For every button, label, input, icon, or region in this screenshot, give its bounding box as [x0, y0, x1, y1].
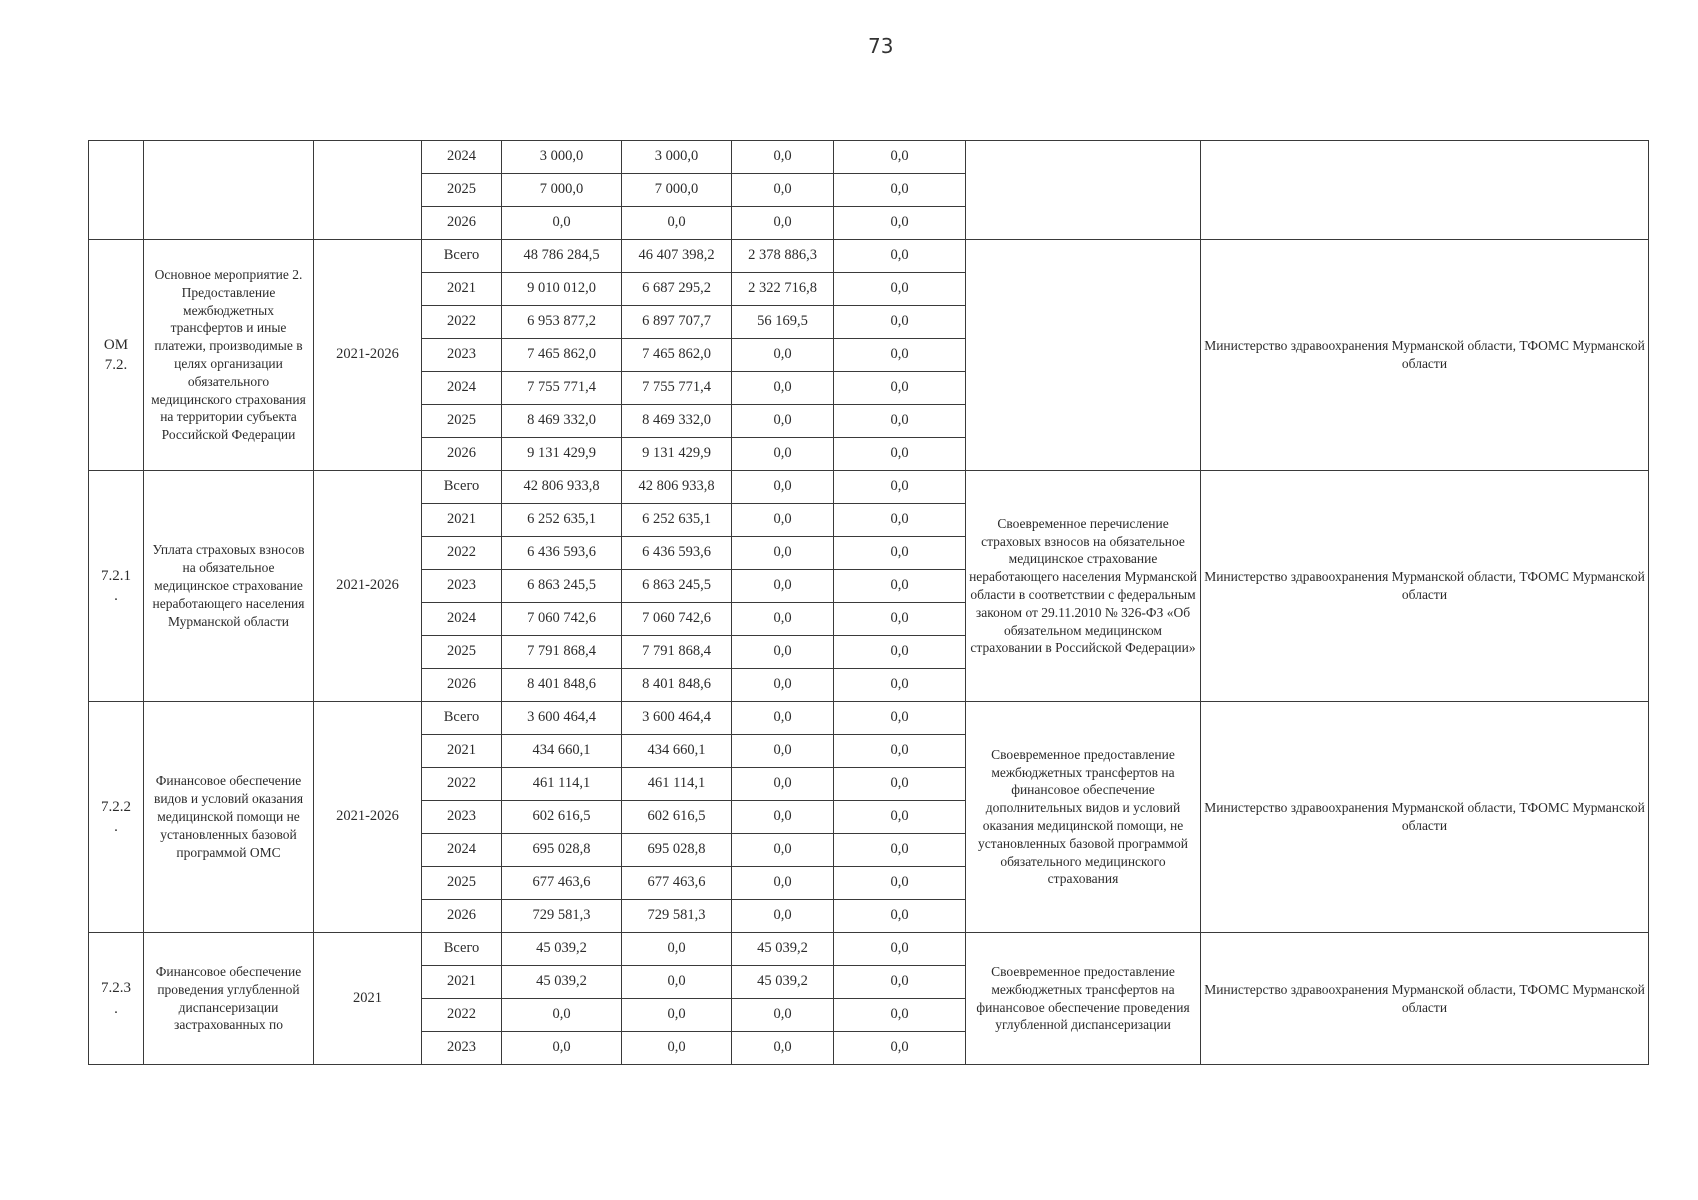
total-amount-cell: 3 600 464,4 [502, 702, 622, 735]
total-amount-cell: 7 791 868,4 [502, 636, 622, 669]
regional-budget-cell: 46 407 398,2 [622, 240, 732, 273]
item-code-cell: 7.2.3 . [89, 933, 144, 1065]
federal-budget-cell: 0,0 [732, 603, 834, 636]
federal-budget-cell: 45 039,2 [732, 933, 834, 966]
year-cell: 2025 [422, 174, 502, 207]
federal-budget-cell: 0,0 [732, 207, 834, 240]
total-amount-cell: 0,0 [502, 1032, 622, 1065]
year-cell: 2026 [422, 900, 502, 933]
year-cell: 2022 [422, 306, 502, 339]
item-code-cell: ОМ 7.2. [89, 240, 144, 471]
regional-budget-cell: 9 131 429,9 [622, 438, 732, 471]
federal-budget-cell: 0,0 [732, 438, 834, 471]
federal-budget-cell: 0,0 [732, 504, 834, 537]
year-cell: 2025 [422, 636, 502, 669]
item-name-cell: Финансовое обеспечение проведения углубленной диспансеризации застрахованных по [144, 933, 314, 1065]
period-cell [314, 141, 422, 240]
name-cell [144, 141, 314, 240]
federal-budget-cell: 0,0 [732, 372, 834, 405]
regional-budget-cell: 695 028,8 [622, 834, 732, 867]
regional-budget-cell: 8 401 848,6 [622, 669, 732, 702]
total-amount-cell: 45 039,2 [502, 966, 622, 999]
table-row [89, 471, 1649, 504]
regional-budget-cell: 729 581,3 [622, 900, 732, 933]
federal-budget-cell: 45 039,2 [732, 966, 834, 999]
total-amount-cell: 602 616,5 [502, 801, 622, 834]
other-sources-cell: 0,0 [834, 636, 966, 669]
year-cell: 2024 [422, 372, 502, 405]
item-name-cell: Уплата страховых взносов на обязательное медицинское страхование неработающего населения Мурманской области [144, 471, 314, 702]
table-row [89, 141, 1649, 174]
total-amount-cell: 48 786 284,5 [502, 240, 622, 273]
other-sources-cell: 0,0 [834, 834, 966, 867]
federal-budget-cell: 0,0 [732, 405, 834, 438]
total-amount-cell: 7 755 771,4 [502, 372, 622, 405]
regional-budget-cell: 6 897 707,7 [622, 306, 732, 339]
expected-result-cell: Своевременное перечисление страховых взносов на обязательное медицинское страхование неработающего населения Мурманской области в соответствии с федеральным законом от 29.11.2010 № 326-ФЗ «Об обязательном медицинском страховании в Российской Федерации» [966, 471, 1201, 702]
total-amount-cell: 9 131 429,9 [502, 438, 622, 471]
regional-budget-cell: 461 114,1 [622, 768, 732, 801]
other-sources-cell: 0,0 [834, 306, 966, 339]
federal-budget-cell: 0,0 [732, 141, 834, 174]
regional-budget-cell: 6 436 593,6 [622, 537, 732, 570]
expected-result-cell [966, 240, 1201, 471]
regional-budget-cell: 7 791 868,4 [622, 636, 732, 669]
federal-budget-cell: 0,0 [732, 900, 834, 933]
item-period-cell: 2021-2026 [314, 240, 422, 471]
federal-budget-cell: 2 378 886,3 [732, 240, 834, 273]
other-sources-cell: 0,0 [834, 273, 966, 306]
total-amount-cell: 7 060 742,6 [502, 603, 622, 636]
federal-budget-cell: 0,0 [732, 999, 834, 1032]
executor-cell: Министерство здравоохранения Мурманской области, ТФОМС Мурманской области [1201, 702, 1649, 933]
other-sources-cell: 0,0 [834, 438, 966, 471]
total-amount-cell: 461 114,1 [502, 768, 622, 801]
year-cell: Всего [422, 702, 502, 735]
table-row [89, 240, 1649, 273]
executor-cell [1201, 141, 1649, 240]
regional-budget-cell: 6 687 295,2 [622, 273, 732, 306]
other-sources-cell: 0,0 [834, 174, 966, 207]
total-amount-cell: 6 863 245,5 [502, 570, 622, 603]
federal-budget-cell: 0,0 [732, 834, 834, 867]
regional-budget-cell: 7 060 742,6 [622, 603, 732, 636]
year-cell: 2023 [422, 339, 502, 372]
budget-table [88, 140, 1649, 1065]
total-amount-cell: 729 581,3 [502, 900, 622, 933]
other-sources-cell: 0,0 [834, 966, 966, 999]
year-cell: 2024 [422, 834, 502, 867]
federal-budget-cell: 0,0 [732, 702, 834, 735]
regional-budget-cell: 7 465 862,0 [622, 339, 732, 372]
total-amount-cell: 8 401 848,6 [502, 669, 622, 702]
regional-budget-cell: 677 463,6 [622, 867, 732, 900]
other-sources-cell: 0,0 [834, 933, 966, 966]
year-cell: 2021 [422, 966, 502, 999]
year-cell: 2025 [422, 405, 502, 438]
other-sources-cell: 0,0 [834, 141, 966, 174]
item-name-cell: Основное мероприятие 2. Предоставление межбюджетных трансфертов и иные платежи, производимые в целях организации обязательного медицинского страхования на территории субъекта Российской Федерации [144, 240, 314, 471]
year-cell: 2026 [422, 438, 502, 471]
expected-result-cell: Своевременное предоставление межбюджетных трансфертов на финансовое обеспечение дополнительных видов и условий оказания медицинской помощи, не установленных базовой программой обязательного медицинского страхования [966, 702, 1201, 933]
regional-budget-cell: 434 660,1 [622, 735, 732, 768]
other-sources-cell: 0,0 [834, 537, 966, 570]
year-cell: 2026 [422, 669, 502, 702]
year-cell: 2024 [422, 141, 502, 174]
total-amount-cell: 0,0 [502, 999, 622, 1032]
federal-budget-cell: 0,0 [732, 669, 834, 702]
federal-budget-cell: 0,0 [732, 735, 834, 768]
year-cell: 2021 [422, 504, 502, 537]
item-name-cell: Финансовое обеспечение видов и условий оказания медицинской помощи не установленных базовой программой ОМС [144, 702, 314, 933]
year-cell: Всего [422, 471, 502, 504]
item-code-cell: 7.2.2 . [89, 702, 144, 933]
federal-budget-cell: 2 322 716,8 [732, 273, 834, 306]
year-cell: 2024 [422, 603, 502, 636]
item-period-cell: 2021 [314, 933, 422, 1065]
regional-budget-cell: 8 469 332,0 [622, 405, 732, 438]
total-amount-cell: 0,0 [502, 207, 622, 240]
year-cell: Всего [422, 240, 502, 273]
other-sources-cell: 0,0 [834, 702, 966, 735]
regional-budget-cell: 42 806 933,8 [622, 471, 732, 504]
total-amount-cell: 3 000,0 [502, 141, 622, 174]
total-amount-cell: 7 000,0 [502, 174, 622, 207]
other-sources-cell: 0,0 [834, 405, 966, 438]
total-amount-cell: 42 806 933,8 [502, 471, 622, 504]
other-sources-cell: 0,0 [834, 867, 966, 900]
federal-budget-cell: 0,0 [732, 636, 834, 669]
year-cell: 2026 [422, 207, 502, 240]
table-row [89, 702, 1649, 735]
other-sources-cell: 0,0 [834, 801, 966, 834]
year-cell: 2021 [422, 273, 502, 306]
item-period-cell: 2021-2026 [314, 702, 422, 933]
other-sources-cell: 0,0 [834, 471, 966, 504]
federal-budget-cell: 0,0 [732, 1032, 834, 1065]
result-cell [966, 141, 1201, 240]
regional-budget-cell: 0,0 [622, 933, 732, 966]
regional-budget-cell: 0,0 [622, 1032, 732, 1065]
other-sources-cell: 0,0 [834, 603, 966, 636]
code-cell [89, 141, 144, 240]
other-sources-cell: 0,0 [834, 735, 966, 768]
federal-budget-cell: 0,0 [732, 174, 834, 207]
federal-budget-cell: 0,0 [732, 867, 834, 900]
year-cell: 2022 [422, 768, 502, 801]
other-sources-cell: 0,0 [834, 240, 966, 273]
regional-budget-cell: 3 600 464,4 [622, 702, 732, 735]
total-amount-cell: 695 028,8 [502, 834, 622, 867]
other-sources-cell: 0,0 [834, 768, 966, 801]
total-amount-cell: 6 953 877,2 [502, 306, 622, 339]
total-amount-cell: 6 252 635,1 [502, 504, 622, 537]
year-cell: 2023 [422, 1032, 502, 1065]
federal-budget-cell: 0,0 [732, 339, 834, 372]
regional-budget-cell: 0,0 [622, 999, 732, 1032]
regional-budget-cell: 602 616,5 [622, 801, 732, 834]
federal-budget-cell: 0,0 [732, 570, 834, 603]
other-sources-cell: 0,0 [834, 207, 966, 240]
table-row [89, 933, 1649, 966]
year-cell: Всего [422, 933, 502, 966]
regional-budget-cell: 0,0 [622, 966, 732, 999]
other-sources-cell: 0,0 [834, 999, 966, 1032]
other-sources-cell: 0,0 [834, 1032, 966, 1065]
regional-budget-cell: 7 755 771,4 [622, 372, 732, 405]
federal-budget-cell: 56 169,5 [732, 306, 834, 339]
federal-budget-cell: 0,0 [732, 537, 834, 570]
other-sources-cell: 0,0 [834, 570, 966, 603]
other-sources-cell: 0,0 [834, 900, 966, 933]
item-period-cell: 2021-2026 [314, 471, 422, 702]
year-cell: 2022 [422, 537, 502, 570]
table-body [89, 141, 1649, 1065]
other-sources-cell: 0,0 [834, 372, 966, 405]
regional-budget-cell: 7 000,0 [622, 174, 732, 207]
federal-budget-cell: 0,0 [732, 471, 834, 504]
year-cell: 2022 [422, 999, 502, 1032]
regional-budget-cell: 6 252 635,1 [622, 504, 732, 537]
total-amount-cell: 45 039,2 [502, 933, 622, 966]
expected-result-cell: Своевременное предоставление межбюджетных трансфертов на финансовое обеспечение проведения углубленной диспансеризации [966, 933, 1201, 1065]
total-amount-cell: 434 660,1 [502, 735, 622, 768]
executor-cell: Министерство здравоохранения Мурманской области, ТФОМС Мурманской области [1201, 471, 1649, 702]
executor-cell: Министерство здравоохранения Мурманской области, ТФОМС Мурманской области [1201, 240, 1649, 471]
regional-budget-cell: 0,0 [622, 207, 732, 240]
regional-budget-cell: 3 000,0 [622, 141, 732, 174]
other-sources-cell: 0,0 [834, 339, 966, 372]
year-cell: 2023 [422, 570, 502, 603]
item-code-cell: 7.2.1 . [89, 471, 144, 702]
total-amount-cell: 7 465 862,0 [502, 339, 622, 372]
other-sources-cell: 0,0 [834, 669, 966, 702]
federal-budget-cell: 0,0 [732, 768, 834, 801]
total-amount-cell: 8 469 332,0 [502, 405, 622, 438]
year-cell: 2021 [422, 735, 502, 768]
other-sources-cell: 0,0 [834, 504, 966, 537]
year-cell: 2025 [422, 867, 502, 900]
executor-cell: Министерство здравоохранения Мурманской области, ТФОМС Мурманской области [1201, 933, 1649, 1065]
year-cell: 2023 [422, 801, 502, 834]
federal-budget-cell: 0,0 [732, 801, 834, 834]
total-amount-cell: 6 436 593,6 [502, 537, 622, 570]
total-amount-cell: 9 010 012,0 [502, 273, 622, 306]
regional-budget-cell: 6 863 245,5 [622, 570, 732, 603]
total-amount-cell: 677 463,6 [502, 867, 622, 900]
